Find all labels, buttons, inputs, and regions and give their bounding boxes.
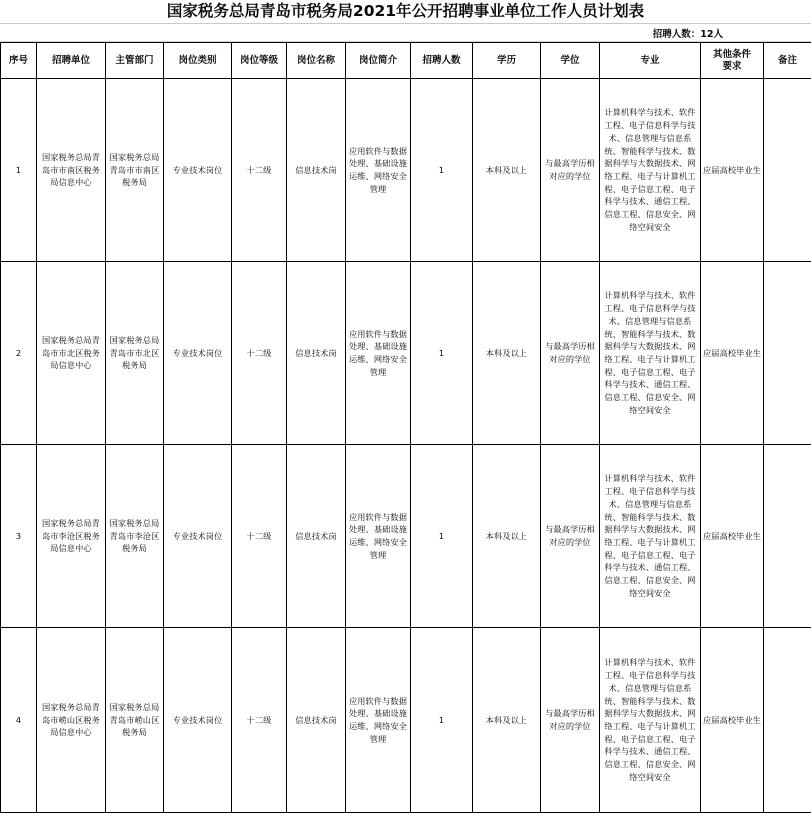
cell-degree: 与最高学历相对应的学位 — [541, 628, 600, 813]
header-cell-remark: 备注 — [764, 43, 811, 79]
cell-edu: 本科及以上 — [473, 79, 541, 262]
table-row — [1, 628, 811, 813]
header-other-line1: 其他条件 — [712, 48, 751, 60]
recruitment-plan-table — [0, 42, 811, 813]
cell-major: 计算机科学与技术、软件工程、电子信息科学与技术、信息管理与信息系统、智能科学与技术、数据科学与大数据技术、网络工程、电子与计算机工程、电子信息工程、电子科学与技术、通信工程、信息工程、信息安全、网络空间安全 — [600, 628, 701, 813]
cell-brief: 应用软件与数据处理、基础设施运维、网络安全管理 — [346, 445, 411, 628]
header-other-line2: 要求 — [722, 60, 742, 72]
header-cell-edu: 学历 — [473, 43, 541, 79]
cell-grade: 十二级 — [232, 262, 287, 445]
cell-dept: 国家税务总局青岛市市南区税务局 — [106, 79, 164, 262]
table-row — [1, 445, 811, 628]
header-cell-grade: 岗位等级 — [232, 43, 287, 79]
cell-other: 应届高校毕业生 — [701, 262, 764, 445]
cell-remark — [764, 79, 811, 262]
table-header-row — [1, 43, 811, 79]
page-title: 国家税务总局青岛市税务局2021年公开招聘事业单位工作人员计划表 — [166, 1, 645, 20]
recruit-total-band — [0, 24, 811, 42]
cell-post: 信息技术岗 — [287, 262, 346, 445]
cell-seq: 3 — [1, 445, 37, 628]
header-cell-post: 岗位名称 — [287, 43, 346, 79]
cell-dept: 国家税务总局青岛市崂山区税务局 — [106, 628, 164, 813]
cell-unit: 国家税务总局青岛市李沧区税务局信息中心 — [37, 445, 106, 628]
header-cell-unit: 招聘单位 — [37, 43, 106, 79]
cell-major: 计算机科学与技术、软件工程、电子信息科学与技术、信息管理与信息系统、智能科学与技术、数据科学与大数据技术、网络工程、电子与计算机工程、电子信息工程、电子科学与技术、通信工程、信息工程、信息安全、网络空间安全 — [600, 79, 701, 262]
cell-dept: 国家税务总局青岛市李沧区税务局 — [106, 445, 164, 628]
cell-num: 1 — [411, 262, 473, 445]
cell-remark — [764, 628, 811, 813]
cell-brief: 应用软件与数据处理、基础设施运维、网络安全管理 — [346, 628, 411, 813]
cell-seq: 1 — [1, 79, 37, 262]
cell-seq: 4 — [1, 628, 37, 813]
cell-post: 信息技术岗 — [287, 628, 346, 813]
header-cell-brief: 岗位简介 — [346, 43, 411, 79]
header-cell-major: 专业 — [600, 43, 701, 79]
cell-remark — [764, 445, 811, 628]
cell-type: 专业技术岗位 — [164, 262, 232, 445]
cell-type: 专业技术岗位 — [164, 628, 232, 813]
cell-post: 信息技术岗 — [287, 79, 346, 262]
cell-brief: 应用软件与数据处理、基础设施运维、网络安全管理 — [346, 262, 411, 445]
header-cell-seq: 序号 — [1, 43, 37, 79]
cell-degree: 与最高学历相对应的学位 — [541, 262, 600, 445]
table-row — [1, 79, 811, 262]
cell-unit: 国家税务总局青岛市市北区税务局信息中心 — [37, 262, 106, 445]
header-cell-degree: 学位 — [541, 43, 600, 79]
table-header — [1, 43, 811, 79]
cell-other: 应届高校毕业生 — [701, 79, 764, 262]
cell-major: 计算机科学与技术、软件工程、电子信息科学与技术、信息管理与信息系统、智能科学与技术、数据科学与大数据技术、网络工程、电子与计算机工程、电子信息工程、电子科学与技术、通信工程、信息工程、信息安全、网络空间安全 — [600, 262, 701, 445]
header-cell-num: 招聘人数 — [411, 43, 473, 79]
cell-edu: 本科及以上 — [473, 628, 541, 813]
cell-other: 应届高校毕业生 — [701, 628, 764, 813]
cell-edu: 本科及以上 — [473, 445, 541, 628]
recruit-total-label: 招聘人数：12人 — [652, 28, 723, 40]
header-cell-other — [701, 43, 764, 79]
cell-major: 计算机科学与技术、软件工程、电子信息科学与技术、信息管理与信息系统、智能科学与技术、数据科学与大数据技术、网络工程、电子与计算机工程、电子信息工程、电子科学与技术、通信工程、信息工程、信息安全、网络空间安全 — [600, 445, 701, 628]
table-body — [1, 79, 811, 813]
cell-num: 1 — [411, 628, 473, 813]
cell-degree: 与最高学历相对应的学位 — [541, 79, 600, 262]
cell-edu: 本科及以上 — [473, 262, 541, 445]
cell-remark — [764, 262, 811, 445]
cell-other: 应届高校毕业生 — [701, 445, 764, 628]
cell-brief: 应用软件与数据处理、基础设施运维、网络安全管理 — [346, 79, 411, 262]
cell-grade: 十二级 — [232, 79, 287, 262]
title-band — [0, 0, 811, 24]
table-row — [1, 262, 811, 445]
cell-type: 专业技术岗位 — [164, 79, 232, 262]
cell-degree: 与最高学历相对应的学位 — [541, 445, 600, 628]
cell-unit: 国家税务总局青岛市市南区税务局信息中心 — [37, 79, 106, 262]
cell-num: 1 — [411, 79, 473, 262]
header-cell-type: 岗位类别 — [164, 43, 232, 79]
cell-grade: 十二级 — [232, 628, 287, 813]
header-cell-dept: 主管部门 — [106, 43, 164, 79]
cell-post: 信息技术岗 — [287, 445, 346, 628]
cell-num: 1 — [411, 445, 473, 628]
cell-type: 专业技术岗位 — [164, 445, 232, 628]
cell-seq: 2 — [1, 262, 37, 445]
cell-unit: 国家税务总局青岛市崂山区税务局信息中心 — [37, 628, 106, 813]
cell-dept: 国家税务总局青岛市市北区税务局 — [106, 262, 164, 445]
cell-grade: 十二级 — [232, 445, 287, 628]
